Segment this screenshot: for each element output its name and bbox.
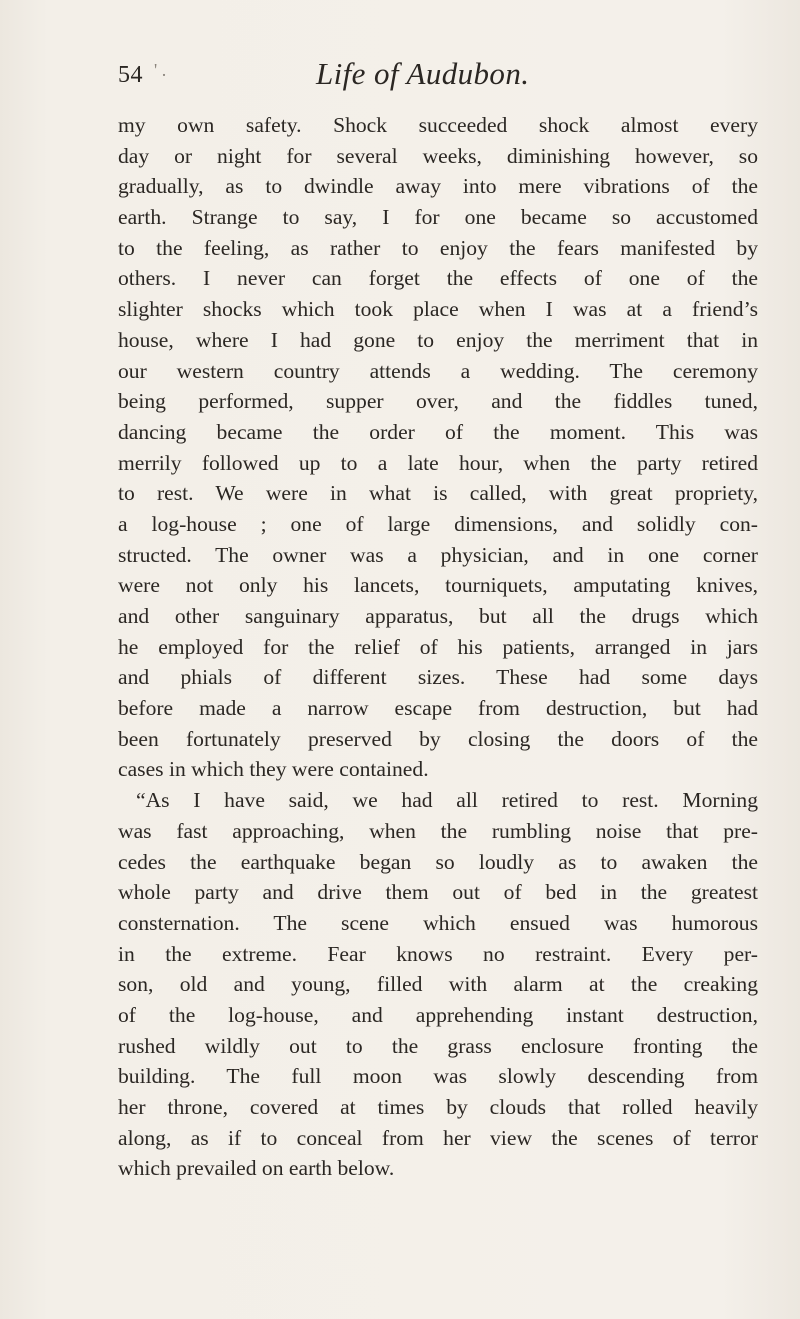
text-line: slighter shocks which took place when I was at a friend’s: [118, 297, 758, 322]
paragraph-end-line: which prevailed on earth below.: [118, 1156, 395, 1181]
text-line: her throne, covered at times by clouds that rolled heavily: [118, 1095, 758, 1119]
text-line: along, as if to conceal from her view the scenes of terror: [118, 1125, 758, 1150]
text-line: earth. Strange to say, I for one became so accustomed: [118, 205, 758, 230]
text-line: was fast approaching, when the rumbling noise that pre-: [118, 818, 758, 843]
text-line: consternation. The scene which ensued was humorous: [118, 910, 758, 935]
text-line: in the extreme. Fear knows no restraint. Every per-: [118, 941, 758, 966]
text-line: and other sanguinary apparatus, but all the drugs which: [118, 604, 758, 628]
text-line: he employed for the relief of his patients, arranged in jars: [118, 634, 758, 659]
text-line: gradually, as to dwindle away into mere vibrations of the: [118, 174, 758, 199]
page-number: 54: [118, 62, 143, 88]
body-text: [118, 110, 758, 1184]
text-line: been fortunately preserved by closing the doors of the: [118, 726, 758, 751]
text-line: day or night for several weeks, diminishing however, so: [118, 143, 758, 168]
page-mark: ' .: [154, 60, 167, 80]
text-line: a log-house ; one of large dimensions, and solidly con-: [118, 511, 758, 536]
text-line: house, where I had gone to enjoy the merriment that in: [118, 327, 758, 352]
text-line: cedes the earthquake began so loudly as to awaken the: [118, 849, 758, 874]
text-line: being performed, supper over, and the fiddles tuned,: [118, 389, 758, 414]
text-line: of the log-house, and apprehending instant destruction,: [118, 1002, 758, 1027]
paragraph-start-line: “As I have said, we had all retired to rest. Morning: [136, 788, 758, 813]
text-line: whole party and drive them out of bed in the greatest: [118, 880, 758, 905]
text-line: my own safety. Shock succeeded shock almost every: [118, 113, 758, 137]
text-line: rushed wildly out to the grass enclosure fronting the: [118, 1033, 758, 1058]
text-line: building. The full moon was slowly descending from: [118, 1064, 758, 1089]
text-line: others. I never can forget the effects of one of the: [118, 266, 758, 291]
text-line: to the feeling, as rather to enjoy the fears manifested by: [118, 235, 758, 260]
text-line: merrily followed up to a late hour, when the party retired: [118, 450, 758, 475]
paragraph-end-line: cases in which they were contained.: [118, 757, 429, 782]
text-line: before made a narrow escape from destruction, but had: [118, 696, 758, 721]
running-head: [118, 56, 758, 96]
text-line: dancing became the order of the moment. This was: [118, 419, 758, 444]
text-line: structed. The owner was a physician, and in one corner: [118, 542, 758, 567]
text-line: son, old and young, filled with alarm at the creaking: [118, 972, 758, 997]
text-line: our western country attends a wedding. The ceremony: [118, 358, 758, 383]
text-line: and phials of different sizes. These had some days: [118, 665, 758, 690]
text-line: to rest. We were in what is called, with great propriety,: [118, 481, 758, 506]
text-line: were not only his lancets, tourniquets, amputating knives,: [118, 573, 758, 598]
running-head-title: Life of Audubon.: [316, 56, 530, 91]
